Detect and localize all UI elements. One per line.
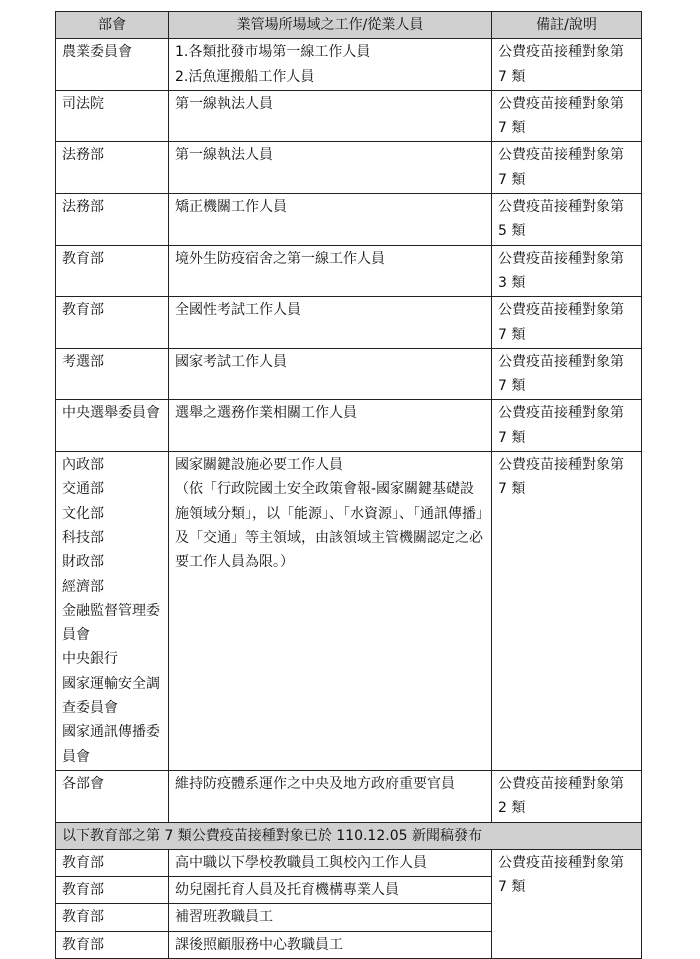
dept-cell: 各部會 <box>56 770 169 822</box>
work-cell: 1.各類批發市場第一線工作人員 2.活魚運搬船工作人員 <box>169 39 492 91</box>
note-cell: 公費疫苗接種對象第 7 類 <box>492 142 642 194</box>
note-cell: 公費疫苗接種對象第 5 類 <box>492 194 642 246</box>
dept-cell: 教育部 <box>56 849 169 876</box>
work-cell: 第一線執法人員 <box>169 90 492 142</box>
note-cell: 公費疫苗接種對象第 3 類 <box>492 245 642 297</box>
work-cell: 境外生防疫宿舍之第一線工作人員 <box>169 245 492 297</box>
dept-cell: 中央選舉委員會 <box>56 400 169 452</box>
work-cell: 第一線執法人員 <box>169 142 492 194</box>
work-cell: 課後照顧服務中心教職員工 <box>169 931 492 958</box>
table-row <box>56 194 642 246</box>
table-row <box>56 770 642 822</box>
table-row <box>56 849 642 876</box>
note-cell: 公費疫苗接種對象第 7 類 <box>492 297 642 349</box>
table-header-row <box>56 12 642 39</box>
work-cell: 選舉之選務作業相關工作人員 <box>169 400 492 452</box>
work-cell: 國家關鍵設施必要工作人員 （依「行政院國土安全政策會報-國家關鍵基礎設施領域分類」，以「能源」、「水資源」、「通訊傳播」及「交通」等主領域，由該領域主管機關認定之必要工作人員為限。） <box>169 452 492 771</box>
table-row <box>56 400 642 452</box>
table-row <box>56 90 642 142</box>
dept-cell: 教育部 <box>56 297 169 349</box>
table-row <box>56 142 642 194</box>
table-row <box>56 245 642 297</box>
note-cell: 公費疫苗接種對象第 7 類 <box>492 90 642 142</box>
dept-cell: 考選部 <box>56 348 169 400</box>
header-work: 業管場所場域之工作/從業人員 <box>169 12 492 39</box>
work-cell: 維持防疫體系運作之中央及地方政府重要官員 <box>169 770 492 822</box>
table-row <box>56 297 642 349</box>
vaccine-priority-table <box>55 11 642 959</box>
work-cell: 矯正機關工作人員 <box>169 194 492 246</box>
table-row <box>56 39 642 91</box>
header-note: 備註/說明 <box>492 12 642 39</box>
work-cell: 高中職以下學校教職員工與校內工作人員 <box>169 849 492 876</box>
table-row <box>56 348 642 400</box>
work-cell: 全國性考試工作人員 <box>169 297 492 349</box>
note-cell: 公費疫苗接種對象第 7 類 <box>492 849 642 958</box>
table-row <box>56 452 642 771</box>
note-cell: 公費疫苗接種對象第 2 類 <box>492 770 642 822</box>
dept-cell: 教育部 <box>56 931 169 958</box>
note-cell: 公費疫苗接種對象第 7 類 <box>492 400 642 452</box>
dept-cell: 教育部 <box>56 245 169 297</box>
work-cell: 國家考試工作人員 <box>169 348 492 400</box>
dept-cell: 教育部 <box>56 904 169 931</box>
section-note-row <box>56 822 642 849</box>
dept-cell: 教育部 <box>56 877 169 904</box>
note-cell: 公費疫苗接種對象第 7 類 <box>492 348 642 400</box>
header-dept: 部會 <box>56 12 169 39</box>
work-cell: 補習班教職員工 <box>169 904 492 931</box>
note-cell: 公費疫苗接種對象第 7 類 <box>492 452 642 771</box>
work-cell: 幼兒園托育人員及托育機構專業人員 <box>169 877 492 904</box>
dept-cell: 司法院 <box>56 90 169 142</box>
note-cell: 公費疫苗接種對象第 7 類 <box>492 39 642 91</box>
dept-cell: 農業委員會 <box>56 39 169 91</box>
dept-cell: 法務部 <box>56 142 169 194</box>
dept-cell: 法務部 <box>56 194 169 246</box>
section-note: 以下教育部之第 7 類公費疫苗接種對象已於 110.12.05 新聞稿發布 <box>56 822 642 849</box>
dept-cell: 內政部 交通部 文化部 科技部 財政部 經濟部 金融監督管理委員會 中央銀行 國家運輸安全調查委員會 國家通訊傳播委員會 <box>56 452 169 771</box>
